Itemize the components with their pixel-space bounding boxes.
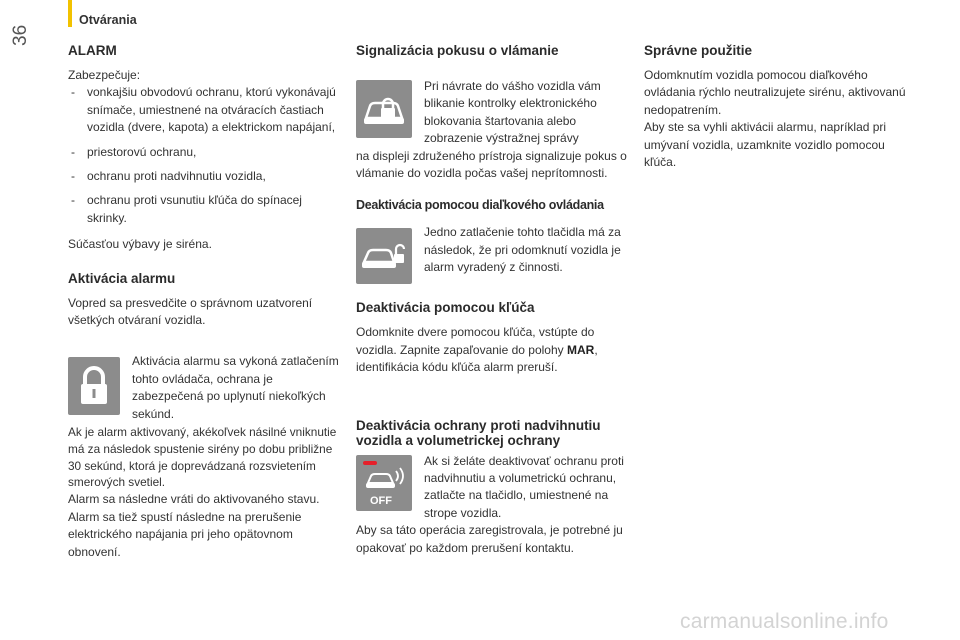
activation-intro: Vopred sa presvedčite o správnom uzatvorení všetkých otváraní vozidla. (68, 295, 313, 328)
lock-icon (68, 357, 120, 415)
list-item: - ochranu proti nadvihnutiu vozidla, (68, 168, 340, 185)
ignition-position-mar: MAR (566, 342, 595, 357)
car-unlock-icon (356, 228, 412, 284)
key-deactivation-text (356, 324, 628, 376)
tilt-icon-text: Ak si želáte deaktivovať ochranu proti nadvihnutiu a volumetrickú ochranu, zatlačte na tlačidlo, umiestnené na strope vozidla. (424, 453, 624, 520)
list-item: - ochranu proti vsunutiu kľúča do spínacej skrinky. (68, 192, 340, 227)
key-text-start: Odomknite dvere pomocou kľúča, vstúpte do vozidla. Zapnite zapaľovanie do polohy (356, 325, 595, 357)
alarm-heading: ALARM (68, 43, 117, 58)
alarm-protection-list (68, 84, 340, 227)
activation-power-text: Alarm sa tiež spustí následne na prerušenie elektrického napájania pri jeho opätovnom obnovení. (68, 509, 302, 559)
tilt-after-text: Aby sa táto operácia zaregistrovala, je potrebné ju opakovať po každom prerušení kontaktu. (356, 523, 623, 555)
warning-lamp-icon (356, 80, 412, 138)
car-lock-warning-icon (356, 80, 412, 138)
page-number: 36 (10, 24, 31, 46)
signal-heading: Signalizácia pokusu o vlámanie (356, 43, 559, 58)
watermark: carmanualsonline.info (680, 610, 889, 633)
key-deactivation-heading: Deaktivácia pomocou kľúča (356, 300, 535, 316)
column-right (644, 40, 916, 171)
proper-use-text-2: Aby ste sa vyhli aktivácii alarmu, napríklad pri umývaní vozidla, uzamknite vozidlo pomocou kľúča. (644, 120, 887, 170)
list-item: - vonkajšiu obvodovú ochranu, ktorú vykonávajú snímače, umiestnené na otváracích častiach vozidla (dvere, kapota) a elektrickom napájaní, (68, 84, 340, 136)
key-text-end: , identifikácia kódu kľúča alarm preruší. (356, 342, 598, 375)
remote-icon-text: Jedno zatlačenie tohto tlačidla má za následok, že pri odomknutí vozidla je alarm vyradený z činnosti. (424, 225, 621, 275)
remote-unlock-button-icon (356, 228, 412, 284)
proper-use-heading: Správne použitie (644, 43, 753, 58)
remote-deactivation-heading: Deaktivácia pomocou diaľkového ovládania (356, 198, 604, 213)
alarm-intro: Zabezpečuje: (68, 68, 141, 82)
signal-icon-text: Pri návrate do vášho vozidla vám blikanie kontrolky elektronického blokovania štartovania alebo zobrazenie výstražnej správy (424, 79, 601, 146)
column-left (68, 40, 340, 561)
activation-icon-text: Aktivácia alarmu sa vykoná zatlačením tohto ovládača, ochrana je zabezpečená po uplynutí niekoľkých sekúnd. (132, 354, 339, 421)
volumetric-off-button-icon (356, 455, 412, 511)
lock-button-icon (68, 357, 120, 415)
list-item: - priestorovú ochranu, (68, 144, 340, 161)
section-accent-bar (68, 0, 72, 27)
activation-heading: Aktivácia alarmu (68, 270, 176, 286)
column-middle (356, 40, 628, 557)
led-indicator (363, 461, 377, 465)
signal-after-text: na displeji združeného prístroja signalizuje pokus o vlámanie do vozidla počas vašej neprítomnosti. (356, 148, 627, 181)
proper-use-text-1: Odomknutím vozidla pomocou diaľkového ovládania rýchlo neutralizujete sirénu, aktivovanú nedopatrením. (644, 68, 906, 117)
siren-note: Súčasťou výbavy je siréna. (68, 237, 212, 252)
section-title: Otvárania (79, 13, 137, 27)
activation-after-text: Ak je alarm aktivovaný, akékoľvek násilné vniknutie má za následok spustenie sirény po dobu približne 30 sekúnd, ktorá je doprevádzaná rozsvietením smerových svetiel. (68, 425, 337, 490)
activation-return-text: Alarm sa následne vráti do aktivovaného stavu. (68, 492, 320, 507)
tilt-off-icon (356, 455, 412, 511)
tilt-deactivation-heading: Deaktivácia ochrany proti nadvihnutiu vozidla a volumetrickej ochrany (356, 417, 601, 448)
off-label: OFF (370, 494, 392, 507)
